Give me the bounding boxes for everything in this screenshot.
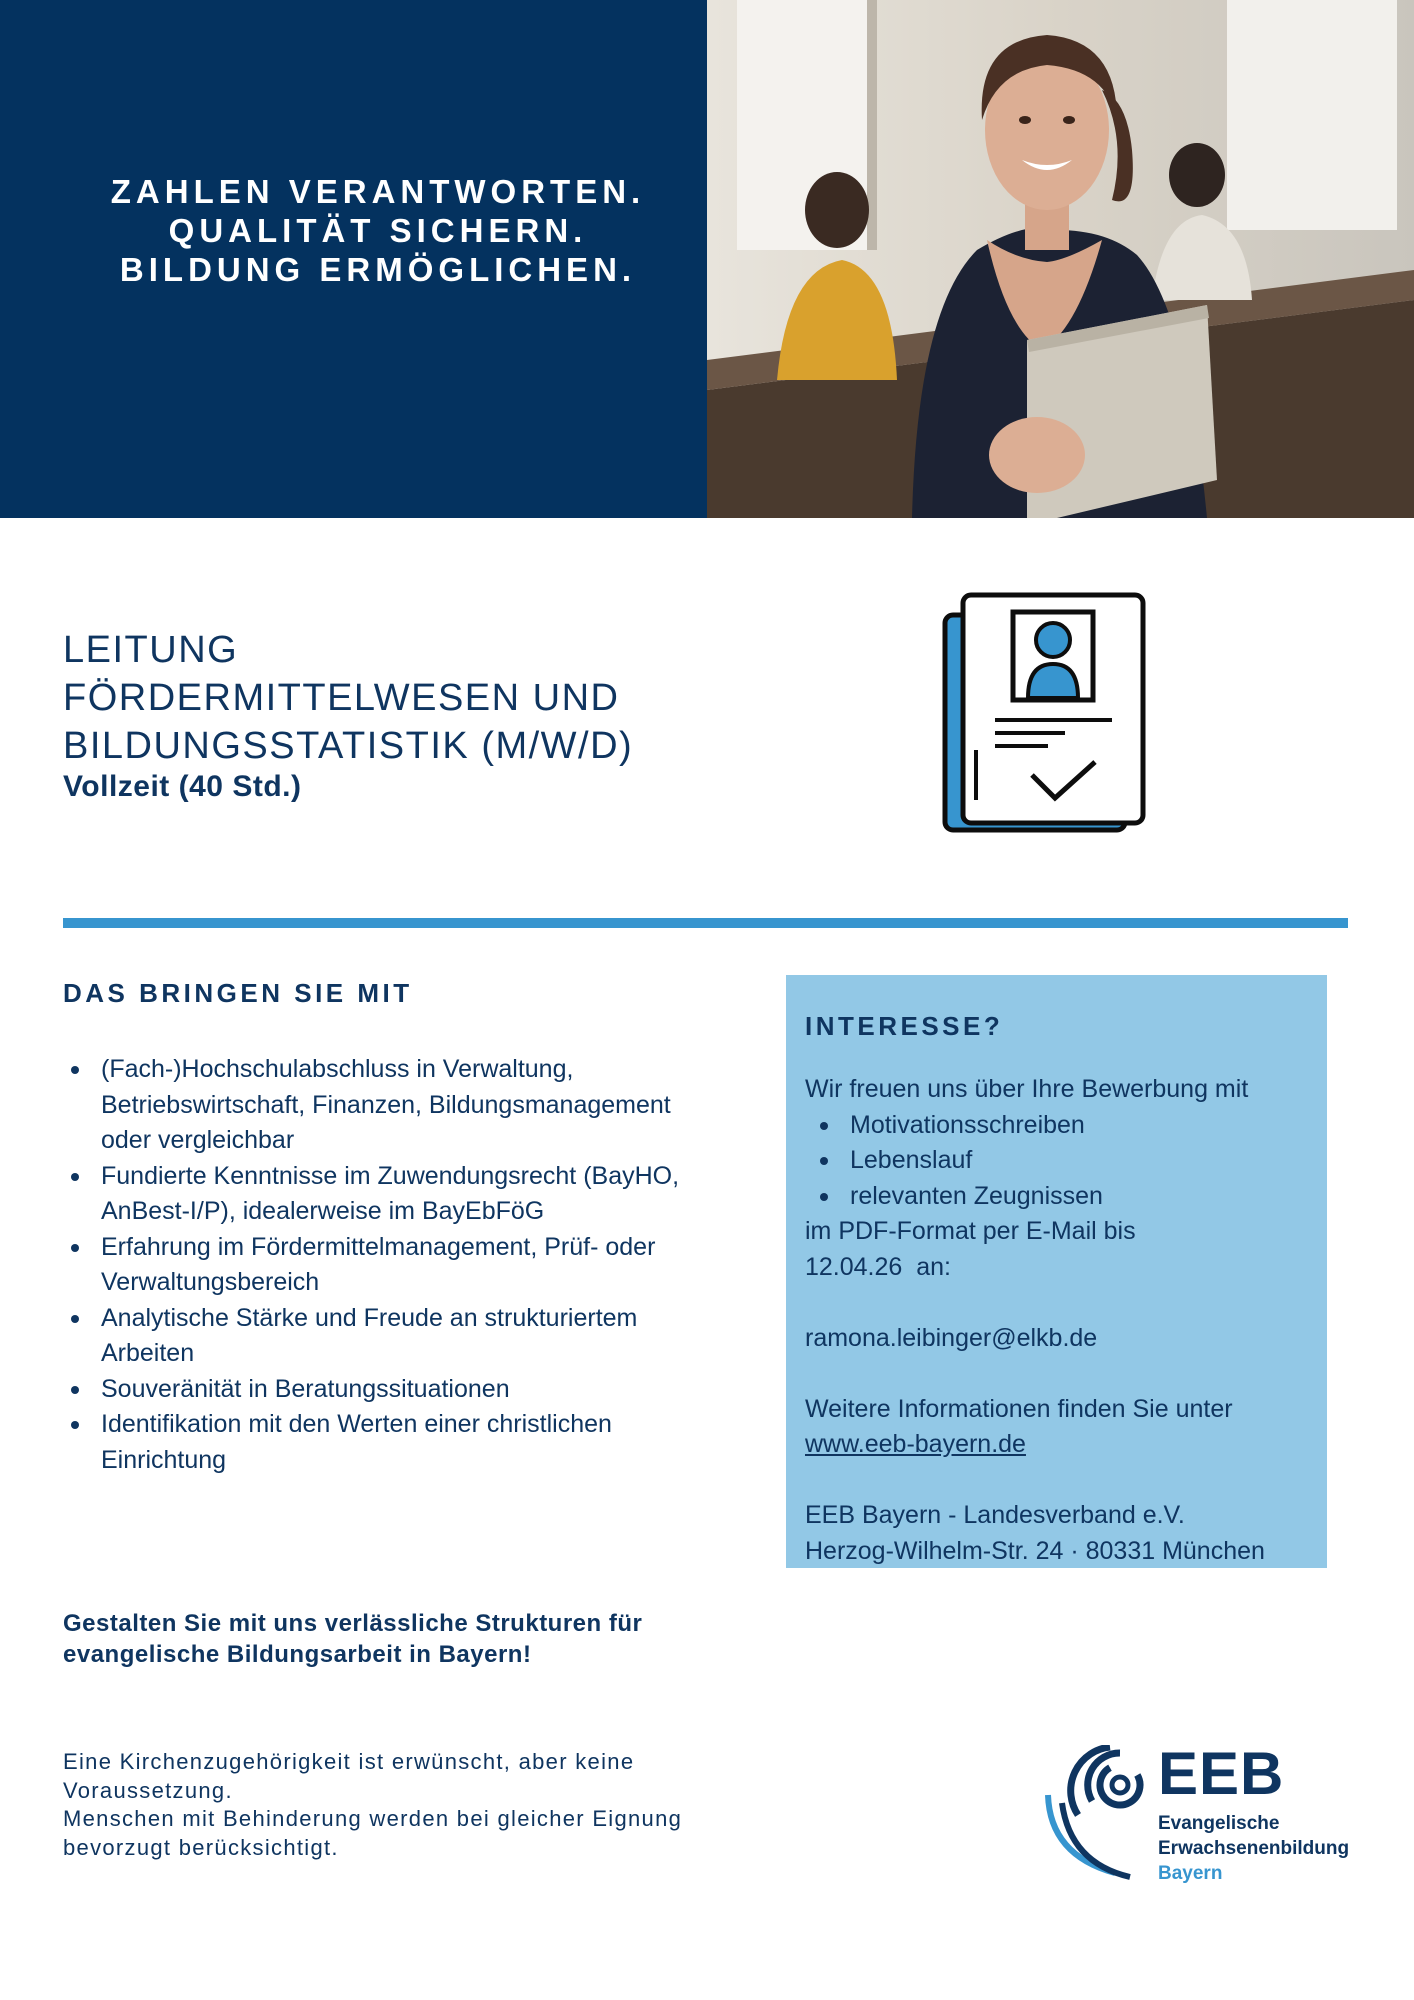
logo-line: Evangelische (1158, 1813, 1280, 1834)
eeb-logo (1040, 1740, 1360, 1895)
requirements-list (63, 1052, 723, 1478)
logo-line: Bayern (1158, 1863, 1223, 1884)
slogan-line: ZAHLEN VERANTWORTEN. (110, 173, 646, 210)
list-item: Motivationsschreiben (805, 1108, 1307, 1144)
list-item: Lebenslauf (805, 1143, 1307, 1179)
job-title-line: BILDUNGSSTATISTIK (M/W/D) (63, 725, 634, 767)
hero-slogan (0, 172, 756, 289)
note-line: Eine Kirchenzugehörigkeit ist erwünscht, aber keine Voraussetzung. (63, 1749, 635, 1803)
job-title-line: FÖRDERMITTELWESEN UND (63, 677, 620, 719)
list-item: Erfahrung im Fördermittelmanagement, Prüf- oder Verwaltungsbereich (63, 1230, 723, 1301)
hero-photo (707, 0, 1414, 518)
more-info-text: Weitere Informationen finden Sie unter (805, 1394, 1233, 1423)
format-line: im PDF-Format per E-Mail bis (805, 1217, 1136, 1245)
deadline-line: 12.04.26 an: (805, 1252, 951, 1281)
org-address: Herzog-Wilhelm-Str. 24 · 80331 München (805, 1536, 1265, 1565)
resume-document-icon (940, 590, 1150, 850)
application-documents-list (805, 1108, 1307, 1215)
section-divider (63, 918, 1348, 928)
list-item: Souveränität in Beratungssituationen (63, 1372, 723, 1408)
note-line: Menschen mit Behinderung werden bei gleicher Eignung bevorzugt berücksichtigt. (63, 1806, 683, 1860)
slogan-line: BILDUNG ERMÖGLICHEN. (119, 251, 637, 288)
requirements-heading: DAS BRINGEN SIE MIT (63, 978, 413, 1008)
interest-intro: Wir freuen uns über Ihre Bewerbung mit (805, 1075, 1249, 1103)
list-item: Fundierte Kenntnisse im Zuwendungsrecht (BayHO, AnBest-I/P), idealerweise im BayEbFöG (63, 1159, 723, 1230)
hero-panel (0, 0, 707, 518)
job-title-line: LEITUNG (63, 629, 239, 671)
org-name: EEB Bayern - Landesverband e.V. (805, 1501, 1185, 1529)
logo-line: Erwachsenenbildung (1158, 1838, 1350, 1859)
list-item: Identifikation mit den Werten einer christlichen Einrichtung (63, 1407, 723, 1478)
eeb-logo-mark-icon (1040, 1745, 1150, 1885)
slogan-line: QUALITÄT SICHERN. (168, 212, 588, 249)
list-item: relevanten Zeugnissen (805, 1179, 1307, 1215)
notes (63, 1748, 783, 1862)
logo-abbr: EEB (1158, 1740, 1285, 1807)
list-item: (Fach-)Hochschulabschluss in Verwaltung, Betriebswirtschaft, Finanzen, Bildungsmanagement oder vergleichbar (63, 1052, 723, 1159)
website-link[interactable]: www.eeb-bayern.de (805, 1430, 1026, 1458)
list-item: Analytische Stärke und Freude an strukturiertem Arbeiten (63, 1301, 723, 1372)
call-to-action: Gestalten Sie mit uns verlässliche Strukturen für evangelische Bildungsarbeit in Bayern! (63, 1610, 643, 1668)
interest-heading: INTERESSE? (805, 1011, 1004, 1041)
job-hours: Vollzeit (40 Std.) (63, 770, 302, 803)
contact-email[interactable]: ramona.leibinger@elkb.de (805, 1323, 1098, 1352)
interest-box (786, 975, 1327, 1568)
job-title (63, 626, 823, 770)
